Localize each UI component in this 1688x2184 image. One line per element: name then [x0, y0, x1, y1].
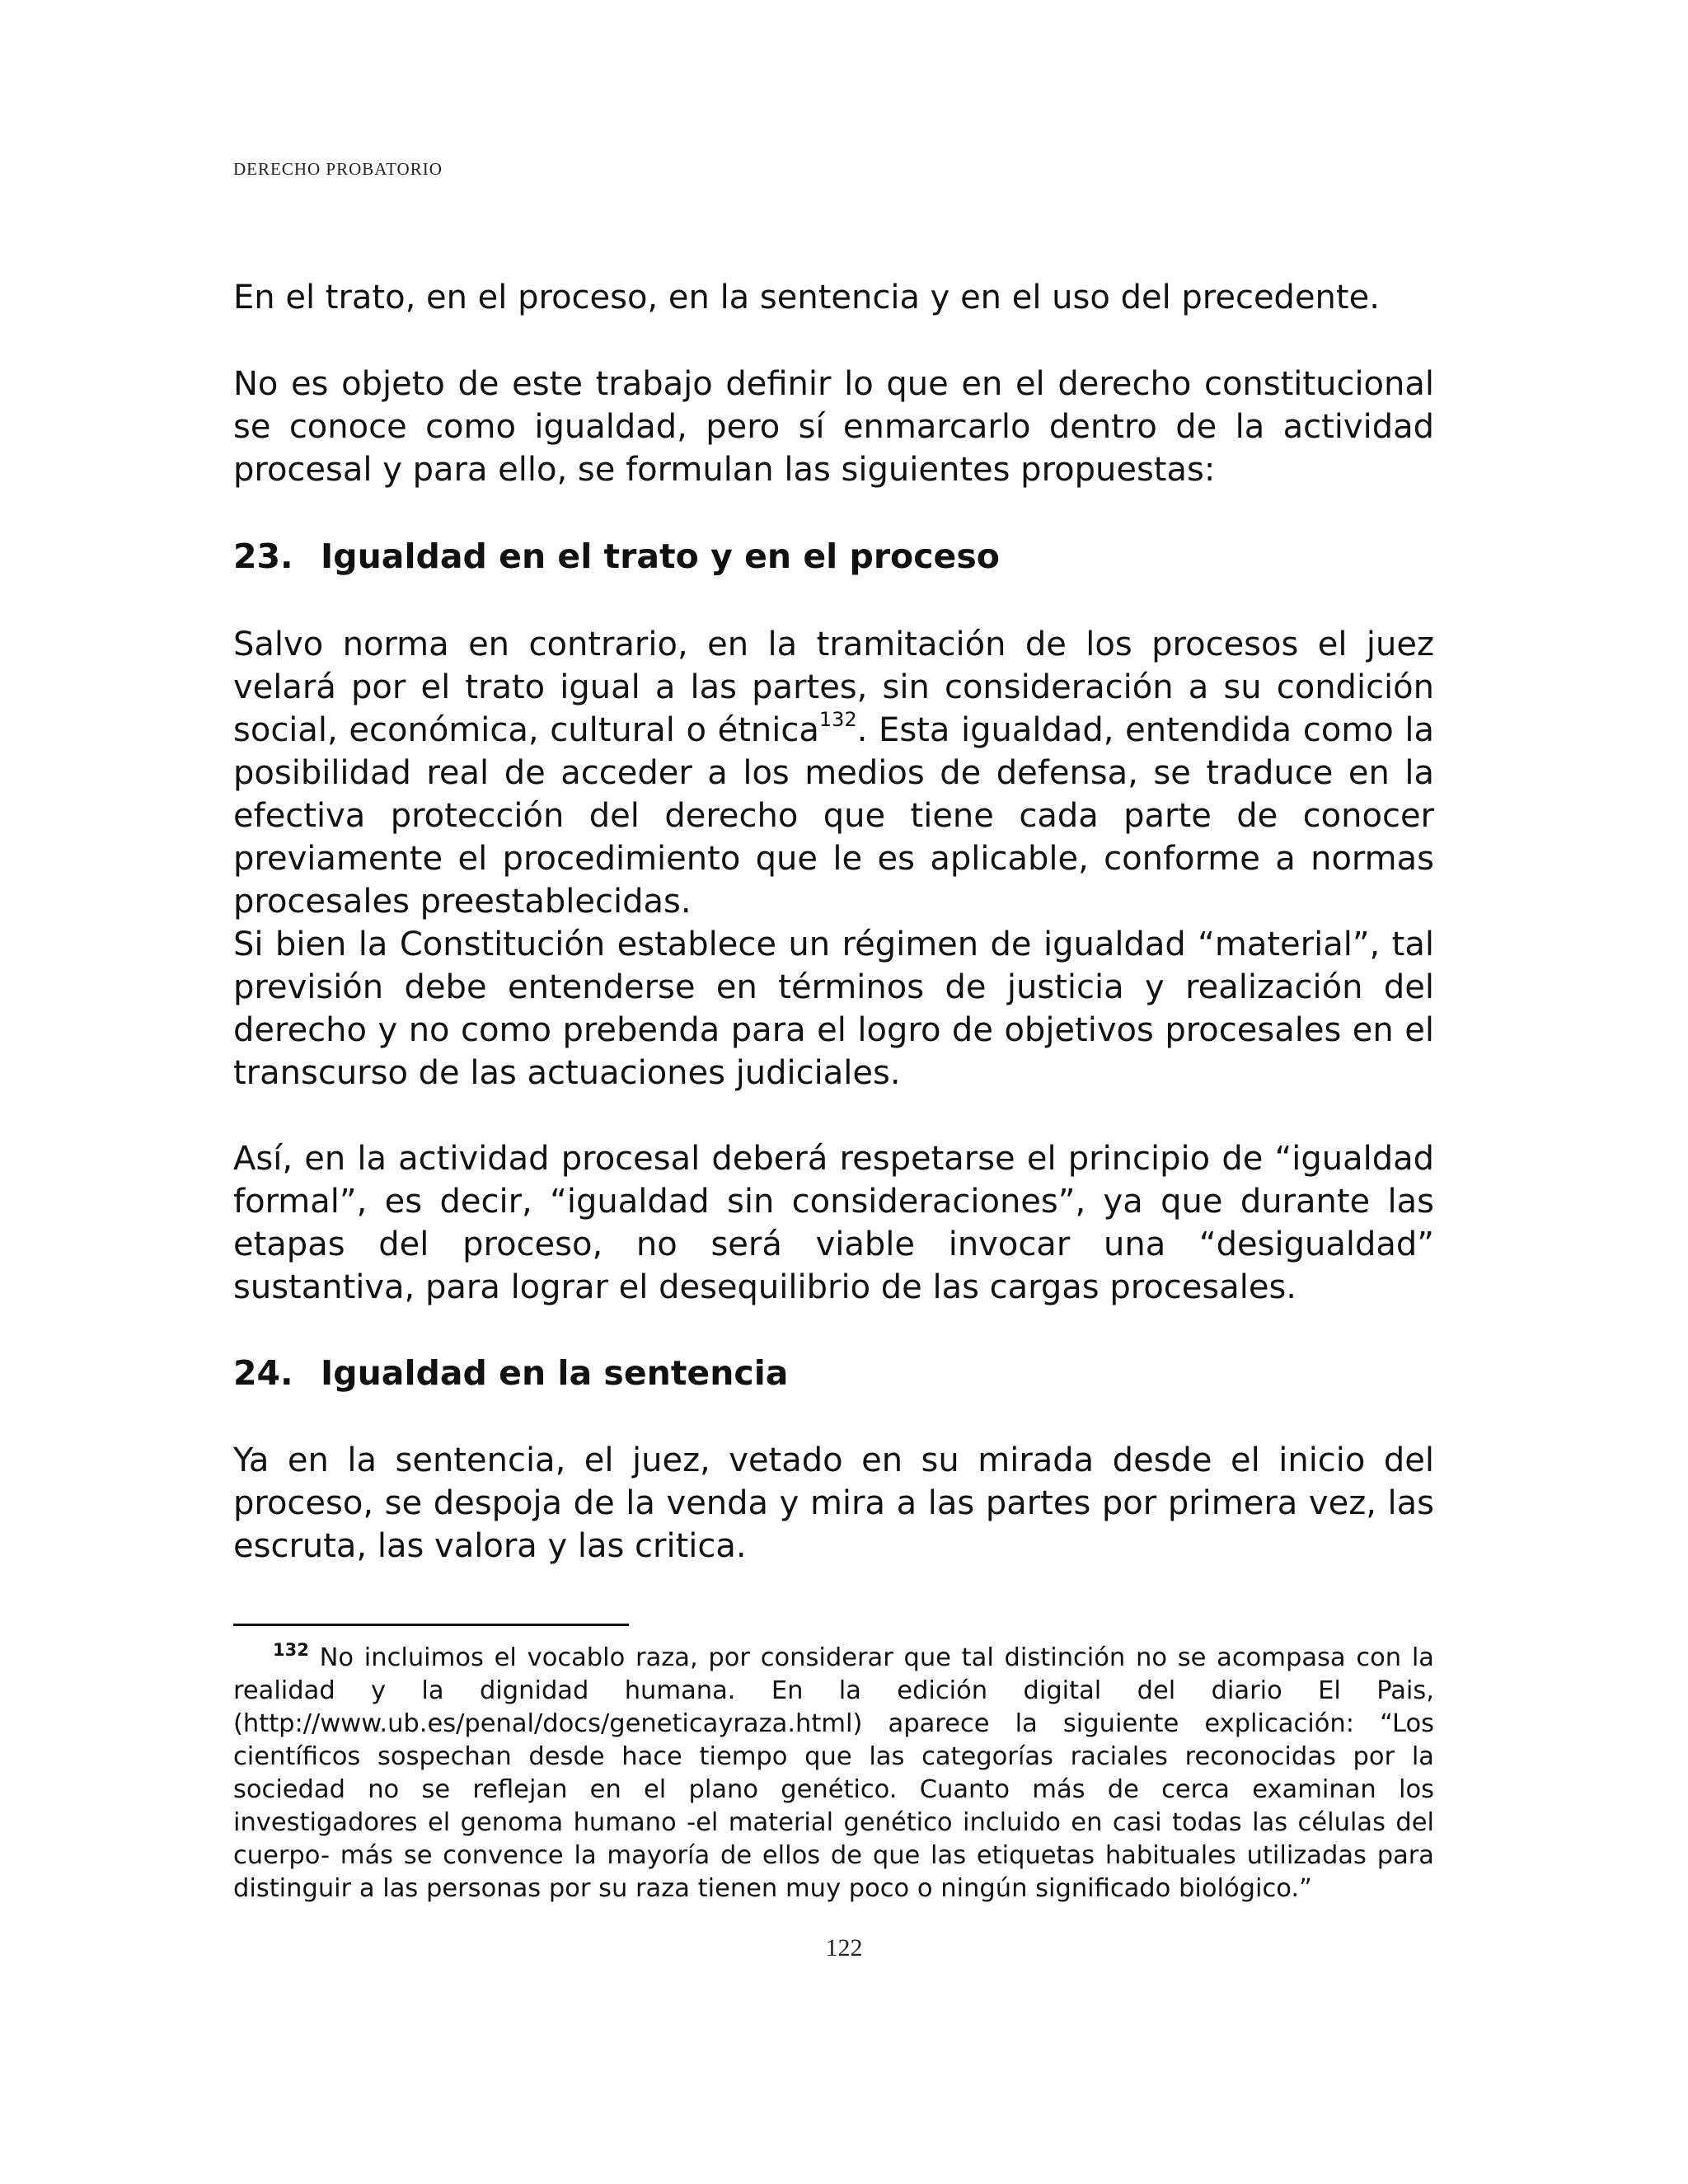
footnote-separator [233, 1624, 629, 1626]
section-title: Igualdad en la sentencia [321, 1353, 789, 1393]
footnote-reference[interactable]: 132 [818, 708, 857, 731]
lead-paragraph: En el trato, en el proceso, en la sentencia y en el uso del precedente. [233, 279, 1380, 316]
paragraph-text: . Esta igualdad, entendida como la posibilidad real de acceder a los medios de defensa, se traduce en la efectiva protección del derecho que tiene cada parte de conocer previamente el procedimiento que le es aplicable, conforme a normas procesales preestablecidas. [233, 711, 1435, 921]
section-23-paragraph-3: Así, en la actividad procesal deberá respetarse el principio de “igualdad formal”, es decir, “igualdad sin consideraciones”, ya que durante las etapas del proceso, no será viable invocar una “desigualdad” sustantiva, para lograr el desequilibrio de las cargas procesales. [233, 1140, 1434, 1306]
section-heading-24 [233, 1352, 788, 1394]
section-heading-23 [233, 535, 1000, 578]
section-title: Igualdad en el trato y en el proceso [321, 537, 1000, 576]
running-header: DERECHO PROBATORIO [233, 159, 443, 179]
intro-paragraph: No es objeto de este trabajo definir lo que en el derecho constitucional se conoce como igualdad, pero sí enmarcarlo dentro de la actividad procesal y para ello, se formulan las siguientes propuestas: [233, 365, 1434, 489]
section-24-paragraph-1: Ya en la sentencia, el juez, vetado en su mirada desde el inicio del proceso, se despoja de la venda y mira a las partes por primera vez, las escruta, las valora y las critica. [233, 1441, 1434, 1565]
footnote-132 [233, 1642, 1434, 1905]
footnote-mark: 132 [273, 1640, 309, 1660]
section-number: 24. [233, 1353, 293, 1393]
section-23-paragraph-2: Si bien la Constitución establece un régimen de igualdad “material”, tal previsión debe entenderse en términos de justicia y realización del derecho y no como prebenda para el logro de objetivos procesales en el transcurso de las actuaciones judiciales. [233, 926, 1434, 1092]
section-23-paragraph-1 [233, 623, 1434, 923]
paragraph-text: Salvo norma en contrario, en la tramitación de los procesos el juez velará por el trato igual a las partes, sin consideración a su condición social, económica, cultural o étnica [233, 626, 1434, 749]
section-number: 23. [233, 537, 293, 576]
page-number: 122 [825, 1934, 863, 1961]
footnote-text: No incluimos el vocablo raza, por considerar que tal distinción no se acompasa con la realidad y la dignidad humana. En la edición digital del diario El Pais, (http://www.ub.es/penal/docs/geneticayraza.html) aparece la siguiente explicación: “Los científicos sospechan desde hace tiempo que las categorías raciales reconocidas por la sociedad no se reflejan en el plano genético. Cuanto más de cerca examinan los investigadores el genoma humano -el material genético incluido en casi todas las células del cuerpo- más se convence la mayoría de ellos de que las etiquetas habituales utilizadas para distinguir a las personas por su raza tienen muy poco o ningún significado biológico.” [233, 1643, 1434, 1903]
